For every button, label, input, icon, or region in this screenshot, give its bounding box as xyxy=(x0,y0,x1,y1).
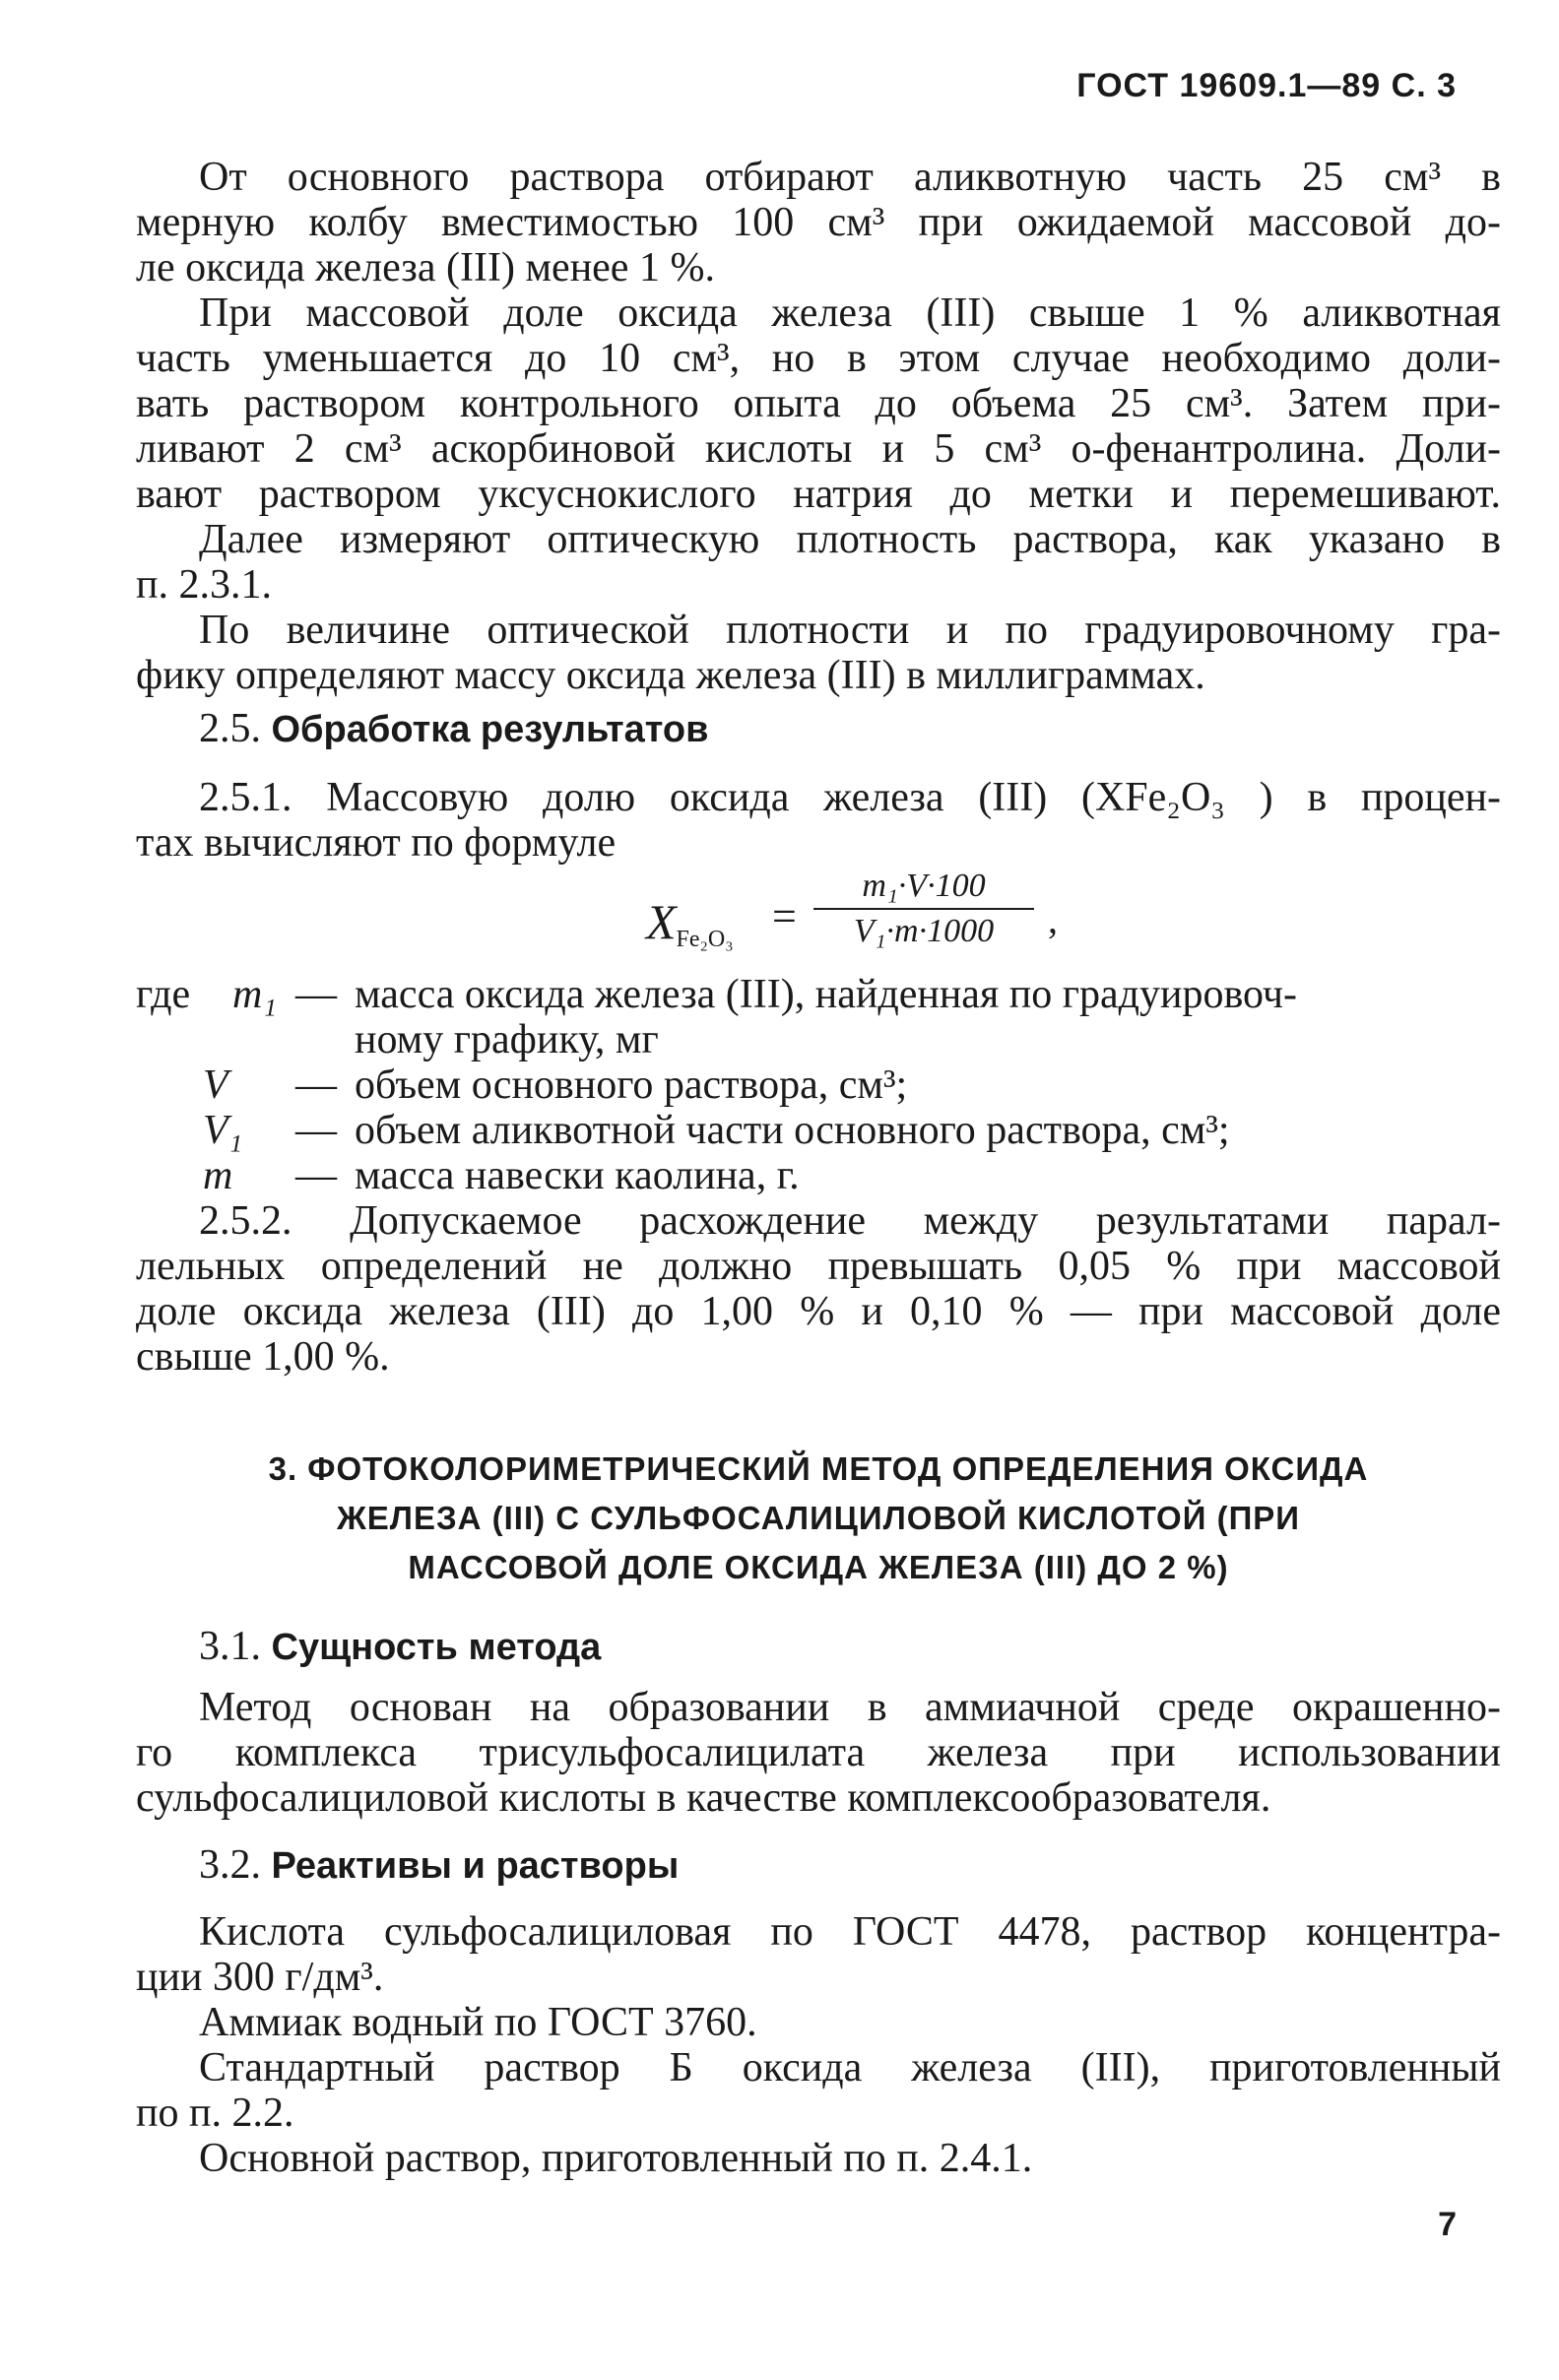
where-definition: масса оксида железа (III), найденная по градуировоч- xyxy=(355,972,1298,1017)
paragraph-line: ции 300 г/дм³. xyxy=(136,1955,384,2000)
subsection-heading-2-5 xyxy=(199,707,708,752)
paragraph-line: Кислота сульфосалициловая по ГОСТ 4478, раствор концентра- xyxy=(199,1909,1501,1955)
paragraph-line: При массовой доле оксида железа (III) свыше 1 % аликвотная xyxy=(199,290,1501,336)
subsection-title: Сущность метода xyxy=(271,1627,602,1668)
subsection-title: Реактивы и растворы xyxy=(271,1845,680,1887)
formula-lhs: $X_{Fe_2O_3}$ xyxy=(646,894,734,952)
where-label: где xyxy=(136,972,191,1017)
page-number: 7 xyxy=(1438,2206,1457,2243)
formula-fraction xyxy=(813,867,1034,951)
paragraph-line: Аммиак водный по ГОСТ 3760. xyxy=(199,2000,757,2045)
paragraph-line: От основного раствора отбирают аликвотную часть 25 см³ в xyxy=(199,155,1501,200)
paragraph-line: сульфосалициловой кислоты в качестве комплексообразователя. xyxy=(136,1775,1271,1821)
formula-lhs-subscript: Fe₂O₃ xyxy=(676,927,734,952)
formula-numerator: m₁·V·100 xyxy=(862,868,986,904)
paragraph-line: 2.5.1. Массовую долю оксида железа (III) (XFe₂O₃ ) в процен- xyxy=(199,775,1501,820)
paragraph-line: часть уменьшается до 10 см³, но в этом случае необходимо доли- xyxy=(136,336,1501,381)
fraction-bar xyxy=(813,908,1034,910)
subsection-heading-3-1 xyxy=(199,1625,601,1670)
paragraph-line: го комплекса трисульфосалицилата железа при использовании xyxy=(136,1730,1501,1775)
paragraph-line: ле оксида железа (III) менее 1 %. xyxy=(136,245,715,290)
paragraph-line: вать раствором контрольного опыта до объема 25 см³. Затем при- xyxy=(136,381,1501,426)
paragraph-line: лельных определений не должно превышать 0,05 % при массовой xyxy=(136,1244,1501,1289)
paragraph-line: п. 2.3.1. xyxy=(136,562,272,608)
paragraph-line: фику определяют массу оксида железа (III) в миллиграммах. xyxy=(136,653,1205,698)
paragraph-line: вают раствором уксуснокислого натрия до метки и перемешивают. xyxy=(136,472,1501,517)
subsection-number: 2.5. xyxy=(199,706,261,751)
where-symbol: V xyxy=(203,1062,228,1108)
formula-comma: , xyxy=(1048,897,1058,941)
paragraph-line: 2.5.2. Допускаемое расхождение между результатами парал- xyxy=(199,1198,1501,1244)
where-dash: — xyxy=(295,1153,337,1198)
section-title-line: 3. ФОТОКОЛОРИМЕТРИЧЕСКИЙ МЕТОД ОПРЕДЕЛЕНИЯ ОКСИДА xyxy=(268,1450,1369,1487)
paragraph-line: Стандартный раствор Б оксида железа (III), приготовленный xyxy=(199,2045,1501,2091)
paragraph-line: Метод основан на образовании в аммиачной среде окрашенно- xyxy=(199,1685,1501,1730)
paragraph-line: Далее измеряют оптическую плотность раствора, как указано в xyxy=(199,517,1501,562)
where-symbol: m₁ xyxy=(232,972,277,1017)
where-dash: — xyxy=(295,1062,337,1108)
where-symbol: m xyxy=(203,1153,233,1198)
where-dash: — xyxy=(295,972,337,1017)
where-definition: объем основного раствора, см³; xyxy=(355,1062,908,1108)
paragraph-line: Основной раствор, приготовленный по п. 2.4.1. xyxy=(199,2136,1033,2181)
paragraph-line: доле оксида железа (III) до 1,00 % и 0,10 % — при массовой доле xyxy=(136,1289,1501,1334)
where-dash: — xyxy=(295,1108,337,1153)
where-definition: объем аликвотной части основного раствора, см³; xyxy=(355,1108,1230,1153)
where-definition: масса навески каолина, г. xyxy=(355,1153,800,1198)
paragraph-line: по п. 2.2. xyxy=(136,2091,294,2136)
where-definition: ному графику, мг xyxy=(355,1017,659,1062)
page-header: ГОСТ 19609.1—89 С. 3 xyxy=(1076,67,1457,104)
subsection-title: Обработка результатов xyxy=(271,709,709,750)
paragraph-line: мерную колбу вместимостью 100 см³ при ожидаемой массовой до- xyxy=(136,200,1501,245)
where-symbol: V₁ xyxy=(203,1108,243,1153)
paragraph-line: свыше 1,00 %. xyxy=(136,1334,390,1380)
paragraph-line: По величине оптической плотности и по градуировочному гра- xyxy=(199,608,1501,653)
subsection-number: 3.1. xyxy=(199,1624,261,1669)
paragraph-line: тах вычисляют по формуле xyxy=(136,820,617,866)
subsection-heading-3-2 xyxy=(199,1843,679,1889)
section-title-line: МАССОВОЙ ДОЛЕ ОКСИДА ЖЕЛЕЗА (III) ДО 2 %) xyxy=(408,1549,1229,1585)
formula-equals: = xyxy=(772,892,797,940)
formula-denominator: V₁·m·1000 xyxy=(853,913,995,949)
section-title-line: ЖЕЛЕЗА (III) С СУЛЬФОСАЛИЦИЛОВОЙ КИСЛОТОЙ (ПРИ xyxy=(336,1500,1301,1536)
paragraph-line: ливают 2 см³ аскорбиновой кислоты и 5 см³ о-фенантролина. Доли- xyxy=(136,426,1501,472)
subsection-number: 3.2. xyxy=(199,1842,261,1888)
